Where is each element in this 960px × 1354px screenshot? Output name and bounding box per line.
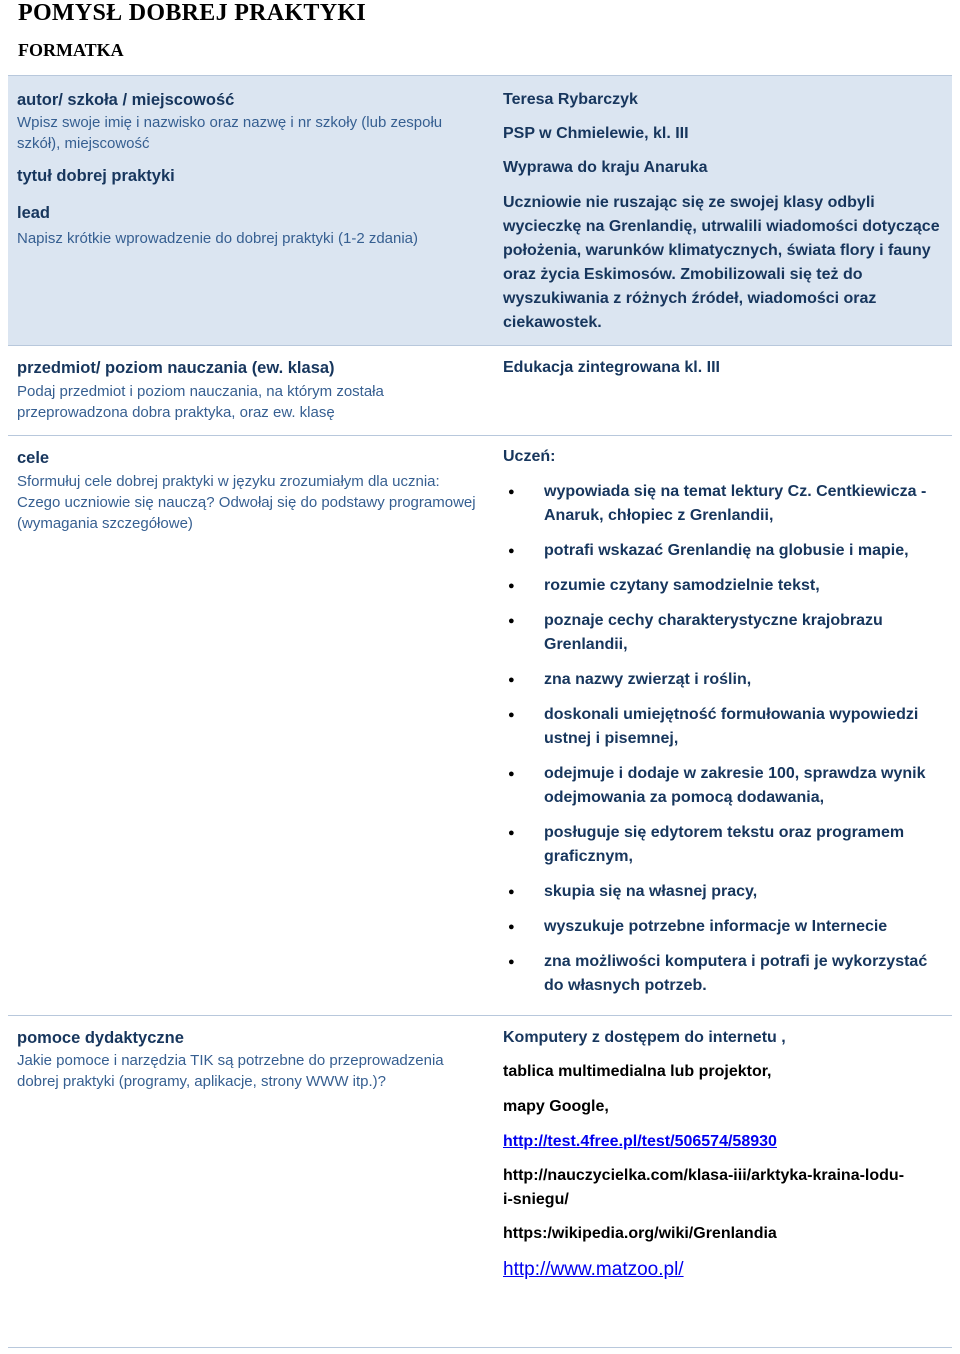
wikipedia-link[interactable]: https:/wikipedia.org/wiki/Grenlandia — [503, 1225, 777, 1242]
aids-hint: Jakie pomoce i narzędzia TIK są potrzebne do przeprowadzenia dobrej praktyki (programy, aplikacje, strony WWW itp.)? — [17, 1052, 444, 1090]
test-link[interactable]: http://test.4free.pl/test/506574/58930 — [503, 1133, 777, 1150]
school-name: PSP w Chmielewie, kl. III — [503, 125, 689, 142]
nauczycielka-link[interactable]: http://nauczycielka.com/klasa-iii/arktyka-kraina-lodu-i-sniegu/ — [503, 1167, 905, 1208]
list-item: ● rozumie czytany samodzielnie tekst, — [503, 574, 943, 598]
list-item: ● doskonali umiejętność formułowania wypowiedzi ustnej i pisemnej, — [503, 703, 943, 751]
title-label: tytuł dobrej praktyki — [17, 167, 175, 185]
list-item: ● zna nazwy zwierząt i roślin, — [503, 668, 943, 692]
aids-line-computers: Komputery z dostępem do internetu , — [503, 1029, 786, 1046]
author-hint: Wpisz swoje imię i nazwisko oraz nazwę i nr szkoły (lub zespołu szkół), miejscowość — [17, 114, 443, 152]
goals-list — [503, 480, 943, 1009]
divider — [8, 75, 952, 76]
aids-line-board: tablica multimedialna lub projektor, — [503, 1063, 772, 1080]
divider — [8, 435, 952, 436]
list-item: ● zna możliwości komputera i potrafi je wykorzystać do własnych potrzeb. — [503, 950, 943, 998]
subject-text: Edukacja zintegrowana kl. III — [503, 359, 720, 376]
author-name: Teresa Rybarczyk — [503, 91, 638, 108]
page-subtitle: FORMATKA — [18, 40, 124, 60]
goals-label: cele — [17, 449, 50, 467]
aids-label: pomoce dydaktyczne — [17, 1029, 184, 1047]
divider — [8, 345, 952, 346]
list-item: ● skupia się na własnej pracy, — [503, 880, 943, 904]
list-item: ● wypowiada się na temat lektury Cz. Centkiewicza - Anaruk, chłopiec z Grenlandii, — [503, 480, 943, 528]
list-item: ● potrafi wskazać Grenlandię na globusie i mapie, — [503, 539, 943, 563]
subject-label: przedmiot/ poziom nauczania (ew. klasa) — [17, 359, 335, 377]
matzoo-link[interactable]: http://www.matzoo.pl/ — [503, 1259, 684, 1280]
list-item: ● poznaje cechy charakterystyczne krajobrazu Grenlandii, — [503, 609, 943, 657]
lead-text: Uczniowie nie ruszając się ze swojej klasy odbyli wycieczkę na Grenlandię, utrwalili wiadomości dotyczące położenia, warunków klimatycznych, świata flory i fauny oraz życia Eskimosów. Zmobilizowali się też do wyszukiwania z różnych źródeł, wiadomości oraz ciekawostek. — [503, 194, 940, 331]
list-item: ● wyszukuje potrzebne informacje w Internecie — [503, 915, 943, 939]
goals-intro: Uczeń: — [503, 448, 556, 465]
lead-label: lead — [17, 204, 51, 222]
aids-line-maps: mapy Google, — [503, 1098, 609, 1115]
lead-hint: Napisz krótkie wprowadzenie do dobrej praktyki (1-2 zdania) — [17, 230, 419, 247]
list-item: ● odejmuje i dodaje w zakresie 100, sprawdza wynik odejmowania za pomocą dodawania, — [503, 762, 943, 810]
goals-hint: Sformułuj cele dobrej praktyki w języku zrozumiałym dla ucznia: Czego uczniowie się nauczą? Odwołaj się do podstawy programowej (wymagania szczegółowe) — [17, 473, 476, 532]
author-label: autor/ szkoła / miejscowość — [17, 91, 235, 109]
divider — [8, 1015, 952, 1016]
page-title: POMYSŁ DOBREJ PRAKTYKI — [18, 0, 366, 26]
subject-hint: Podaj przedmiot i poziom nauczania, na którym została przeprowadzona dobra praktyka, oraz ew. klasę — [17, 383, 384, 421]
list-item: ● posługuje się edytorem tekstu oraz programem graficznym, — [503, 821, 943, 869]
divider — [8, 1347, 952, 1348]
practice-title: Wyprawa do kraju Anaruka — [503, 159, 708, 176]
